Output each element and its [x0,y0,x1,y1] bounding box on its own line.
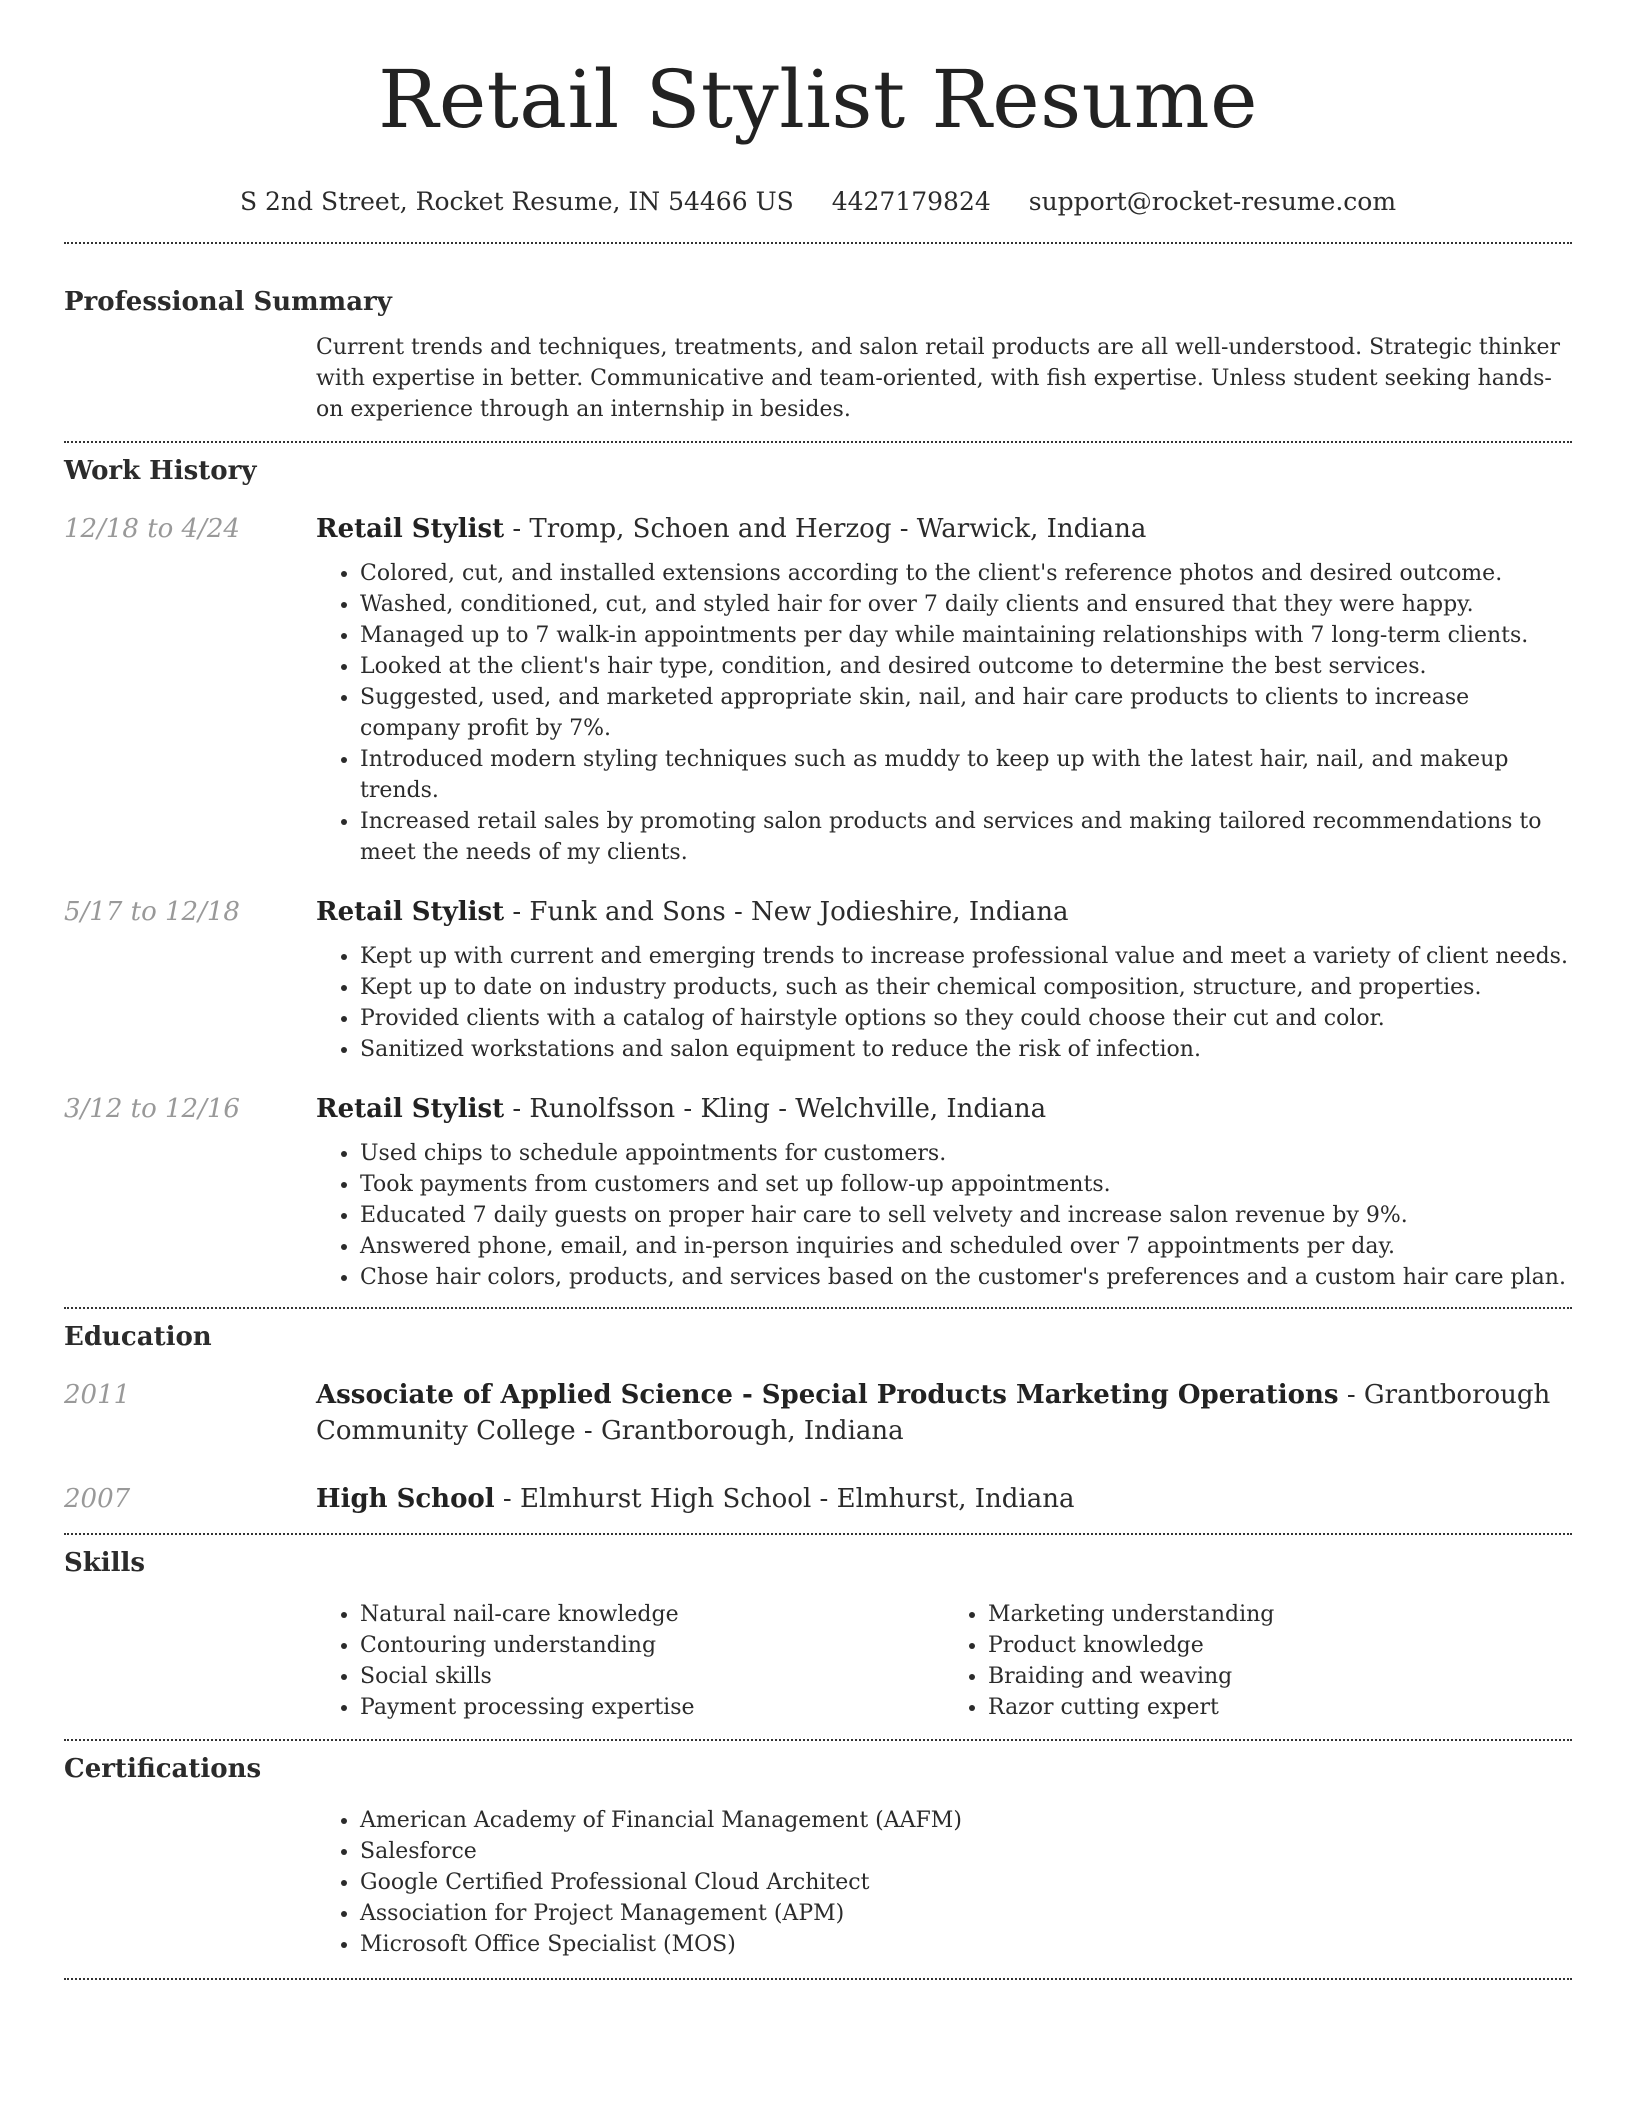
list-item: • Used chips to schedule appointments for customers. [360,1138,1572,1169]
job-dates: 3/12 to 12/16 [64,1094,240,1124]
skills-section [64,1545,1572,1723]
divider [64,1978,1572,1980]
skill-item: • Razor cutting expert [988,1692,1572,1723]
job-heading [316,511,1572,547]
list-item: • Colored, cut, and installed extensions according to the client's reference photos and desired outcome. [360,558,1572,589]
resume-page [64,0,1572,1980]
job-title: Retail Stylist [316,514,505,544]
skill-item: • Contouring understanding [360,1630,944,1661]
skills-list [944,1599,1572,1723]
address: S 2nd Street, Rocket Resume, IN 54466 US [239,187,794,216]
list-item: • Looked at the client's hair type, condition, and desired outcome to determine the best services. [360,651,1572,682]
section-title-skills: Skills [64,1548,146,1578]
certification-item: • Association for Project Management (APM) [360,1898,1572,1929]
skill-item: • Payment processing expertise [360,1692,944,1723]
skill-item: • Braiding and weaving [988,1661,1572,1692]
job-details: - Runolfsson - Kling - Welchville, Indiana [504,1094,1047,1124]
job-title: Retail Stylist [316,1094,505,1124]
skills-list [316,1599,944,1723]
section-title-work-history: Work History [64,456,257,486]
education-heading [316,1481,1572,1517]
work-history-section [64,453,1572,1293]
list-item: • Kept up to date on industry products, such as their chemical composition, structure, and properties. [360,972,1572,1003]
list-item: • Answered phone, email, and in-person inquiries and scheduled over 7 appointments per day. [360,1231,1572,1262]
education-entry [64,1377,1572,1449]
job-dates: 5/17 to 12/18 [64,897,240,927]
phone: 4427179824 [831,187,991,216]
degree: Associate of Applied Science - Special Products Marketing Operations [316,1380,1339,1410]
divider [64,1307,1572,1309]
job-entry [64,511,1572,868]
list-item: • Provided clients with a catalog of hairstyle options so they could choose their cut and color. [360,1003,1572,1034]
divider [64,1533,1572,1535]
list-item: • Kept up with current and emerging trends to increase professional value and meet a variety of client needs. [360,941,1572,972]
divider [64,242,1572,244]
job-bullets [316,941,1572,1065]
contact-line [64,184,1572,220]
list-item: • Managed up to 7 walk-in appointments per day while maintaining relationships with 7 long-term clients. [360,620,1572,651]
job-title: Retail Stylist [316,897,505,927]
divider [64,441,1572,443]
education-heading [316,1377,1572,1449]
skill-item: • Social skills [360,1661,944,1692]
job-bullets [316,1138,1572,1293]
section-title-certifications: Certifications [64,1754,262,1784]
job-heading [316,1091,1572,1127]
list-item: • Increased retail sales by promoting salon products and services and making tailored recommendations to meet the needs of my clients. [360,806,1572,868]
summary-section [64,284,1572,425]
divider [64,1739,1572,1741]
job-heading [316,894,1572,930]
certification-item: • Google Certified Professional Cloud Architect [360,1867,1572,1898]
job-entry [64,1091,1572,1293]
school-details: - Grantborough Community College - Grantborough, Indiana [316,1380,1551,1446]
list-item: • Sanitized workstations and salon equipment to reduce the risk of infection. [360,1034,1572,1065]
certifications-list [316,1805,1572,1960]
job-dates: 12/18 to 4/24 [64,514,240,544]
education-entry [64,1481,1572,1517]
skill-item: • Marketing understanding [988,1599,1572,1630]
certifications-section [64,1751,1572,1960]
certification-item: • Salesforce [360,1836,1572,1867]
section-title-education: Education [64,1322,212,1352]
list-item: • Suggested, used, and marketed appropriate skin, nail, and hair care products to clients to increase company profit by 7%. [360,682,1572,744]
list-item: • Chose hair colors, products, and services based on the customer's preferences and a custom hair care plan. [360,1262,1572,1293]
certification-item: • Microsoft Office Specialist (MOS) [360,1929,1572,1960]
list-item: • Introduced modern styling techniques such as muddy to keep up with the latest hair, nail, and makeup trends. [360,744,1572,806]
education-year: 2007 [64,1484,131,1514]
job-bullets [316,558,1572,868]
list-item: • Washed, conditioned, cut, and styled hair for over 7 daily clients and ensured that they were happy. [360,589,1572,620]
skill-item: • Natural nail-care knowledge [360,1599,944,1630]
resume-title: Retail Stylist Resume [378,53,1258,146]
job-entry [64,894,1572,1065]
list-item: • Educated 7 daily guests on proper hair care to sell velvety and increase salon revenue by 9%. [360,1200,1572,1231]
school-details: - Elmhurst High School - Elmhurst, Indiana [494,1484,1075,1514]
section-title-summary: Professional Summary [64,287,392,317]
education-year: 2011 [64,1380,131,1410]
email: support@rocket-resume.com [1028,187,1397,216]
list-item: • Took payments from customers and set up follow-up appointments. [360,1169,1572,1200]
skill-item: • Product knowledge [988,1630,1572,1661]
certification-item: • American Academy of Financial Management (AAFM) [360,1805,1572,1836]
degree: High School [316,1484,495,1514]
job-details: - Funk and Sons - New Jodieshire, Indiana [504,897,1069,927]
summary-text: Current trends and techniques, treatments, and salon retail products are all well-understood. Strategic thinker with expertise in better. Communicative and team-oriented, with fish expertise. Unless student seeking hands-on experience through an internship in besides. [316,335,1560,422]
education-section [64,1319,1572,1517]
job-details: - Tromp, Schoen and Herzog - Warwick, Indiana [504,514,1147,544]
